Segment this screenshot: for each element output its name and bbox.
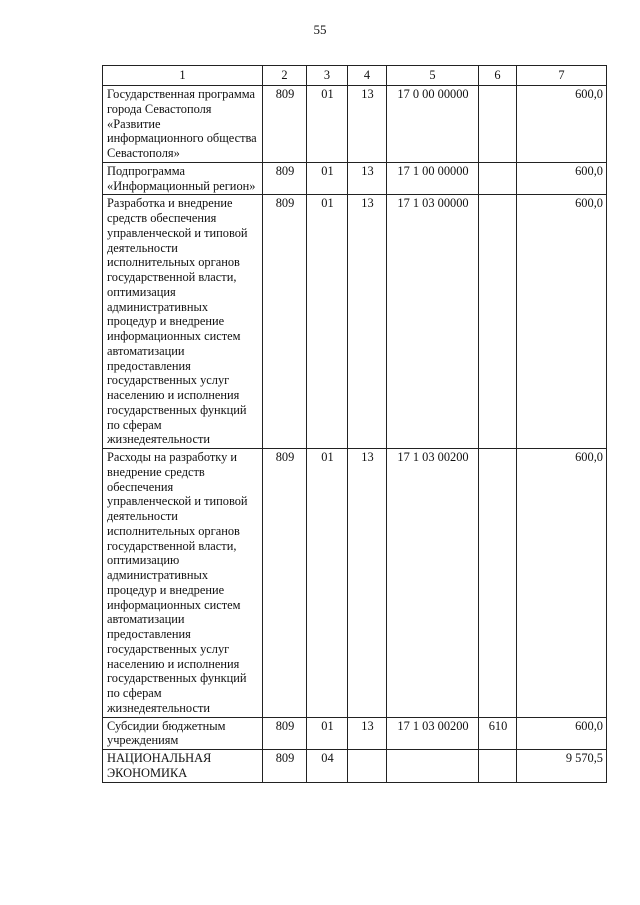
row-ministry-code: 809 [263, 750, 307, 783]
row-section-code: 01 [307, 449, 348, 718]
row-target-code: 17 1 00 00000 [387, 162, 479, 195]
row-target-code: 17 1 03 00000 [387, 195, 479, 449]
row-amount: 600,0 [517, 717, 607, 750]
table-row [103, 449, 607, 718]
header-col-3: 3 [307, 66, 348, 86]
row-amount: 600,0 [517, 162, 607, 195]
table-row [103, 717, 607, 750]
header-col-1: 1 [103, 66, 263, 86]
row-name: НАЦИОНАЛЬНАЯ ЭКОНОМИКА [103, 750, 263, 783]
header-col-4: 4 [348, 66, 387, 86]
table-row [103, 86, 607, 163]
row-subsection-code: 13 [348, 162, 387, 195]
row-expense-type [479, 750, 517, 783]
row-ministry-code: 809 [263, 717, 307, 750]
row-subsection-code: 13 [348, 195, 387, 449]
row-section-code: 01 [307, 717, 348, 750]
row-ministry-code: 809 [263, 86, 307, 163]
header-col-7: 7 [517, 66, 607, 86]
row-ministry-code: 809 [263, 449, 307, 718]
row-amount: 600,0 [517, 86, 607, 163]
row-name: Субсидии бюджетным учреждениям [103, 717, 263, 750]
row-subsection-code: 13 [348, 717, 387, 750]
row-target-code: 17 1 03 00200 [387, 449, 479, 718]
table-row [103, 750, 607, 783]
row-name: Подпрограмма «Информационный регион» [103, 162, 263, 195]
row-amount: 600,0 [517, 195, 607, 449]
row-amount: 9 570,5 [517, 750, 607, 783]
row-expense-type: 610 [479, 717, 517, 750]
row-subsection-code: 13 [348, 86, 387, 163]
row-subsection-code: 13 [348, 449, 387, 718]
row-section-code: 04 [307, 750, 348, 783]
row-ministry-code: 809 [263, 195, 307, 449]
row-amount: 600,0 [517, 449, 607, 718]
row-expense-type [479, 449, 517, 718]
row-section-code: 01 [307, 86, 348, 163]
row-expense-type [479, 195, 517, 449]
row-subsection-code [348, 750, 387, 783]
header-col-2: 2 [263, 66, 307, 86]
page-number: 55 [313, 22, 327, 37]
row-name: Расходы на разработку и внедрение средств обеспечения управленческой и типовой деятельности исполнительных органов государственной власти, оптимизацию административных процедур и внедрение информационных систем автоматизации предоставления государственных услуг населению и исполнения государственных функций по сферам жизнедеятельности [103, 449, 263, 718]
row-expense-type [479, 162, 517, 195]
row-target-code [387, 750, 479, 783]
table-row [103, 195, 607, 449]
budget-table [102, 65, 607, 783]
row-name: Разработка и внедрение средств обеспечения управленческой и типовой деятельности исполнительных органов государственной власти, оптимизация административных процедур и внедрение информационных систем автоматизации предоставления государственных услуг населению и исполнения государственных функций по сферам жизнедеятельности [103, 195, 263, 449]
row-section-code: 01 [307, 195, 348, 449]
table-row [103, 162, 607, 195]
table-header-row [103, 66, 607, 86]
header-col-5: 5 [387, 66, 479, 86]
row-target-code: 17 1 03 00200 [387, 717, 479, 750]
row-section-code: 01 [307, 162, 348, 195]
row-expense-type [479, 86, 517, 163]
row-ministry-code: 809 [263, 162, 307, 195]
header-col-6: 6 [479, 66, 517, 86]
row-target-code: 17 0 00 00000 [387, 86, 479, 163]
row-name: Государственная программа города Севастополя «Развитие информационного общества Севастополя» [103, 86, 263, 163]
